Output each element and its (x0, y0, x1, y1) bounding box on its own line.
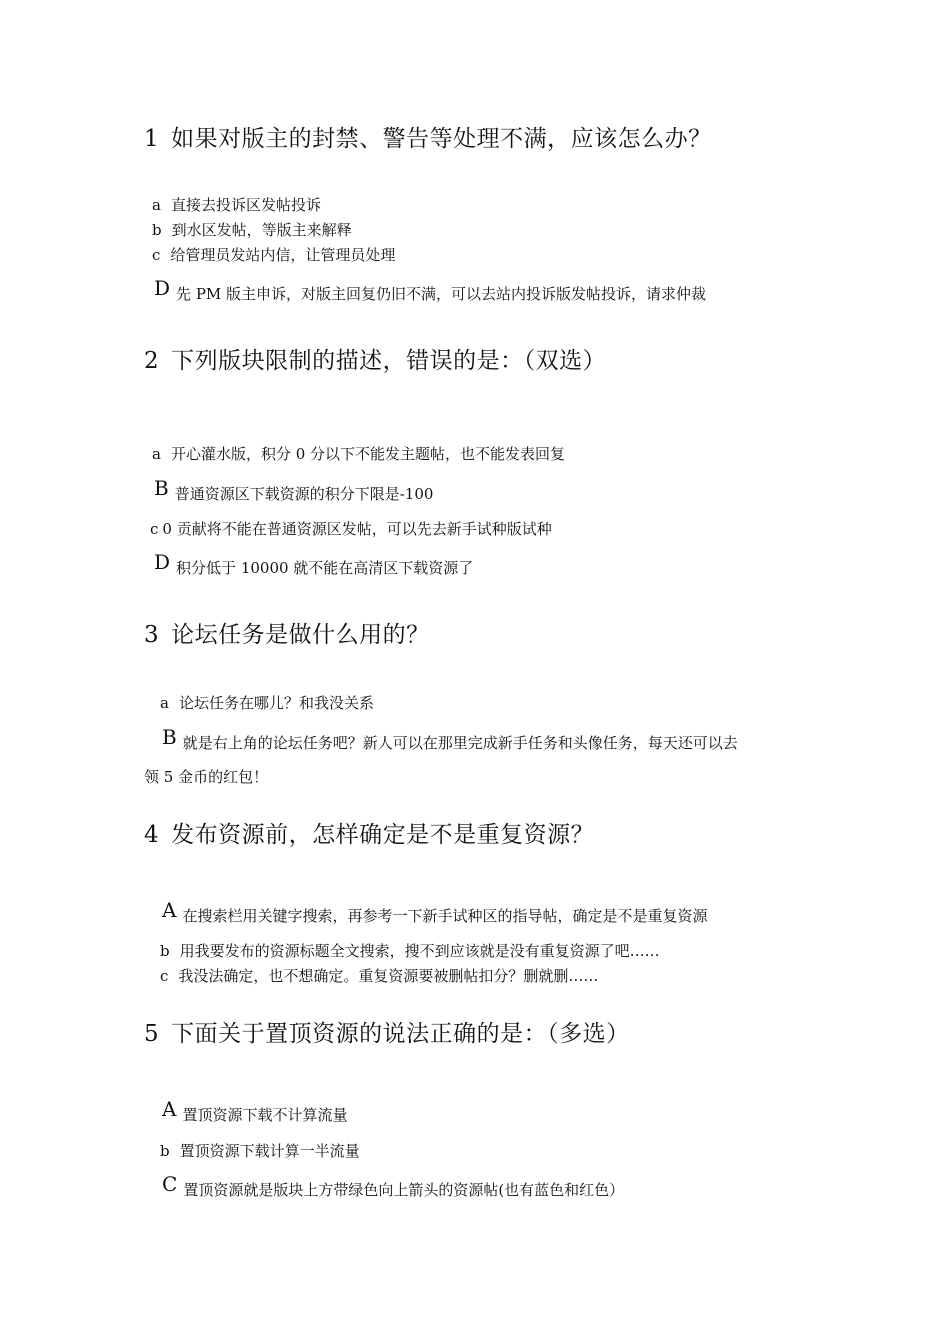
question-5-option-c: C 置顶资源就是版块上方带绿色向上箭头的资源帖(也有蓝色和红色） (162, 1172, 625, 1199)
question-3-title: 3 论坛任务是做什么用的？ (144, 622, 430, 648)
question-2-title: 2 下列版块限制的描述，错误的是：（双选） (144, 348, 607, 374)
question-4-option-b: b 用我要发布的资源标题全文搜索，搜不到应该就是没有重复资源了吧…… (160, 942, 660, 960)
question-5-option-b: b 置顶资源下载计算一半流量 (160, 1142, 360, 1160)
question-3-option-b-continued: 领 5 金币的红包！ (144, 768, 269, 786)
question-1-option-a: a 直接去投诉区发帖投诉 (152, 196, 321, 214)
question-2-option-c: c 0 贡献将不能在普通资源区发帖，可以先去新手试种版试种 (150, 520, 552, 538)
question-1-title: 1 如果对版主的封禁、警告等处理不满，应该怎么办？ (144, 126, 712, 152)
question-4-option-a: A 在搜索栏用关键字搜索，再参考一下新手试种区的指导帖，确定是不是重复资源 (162, 898, 708, 925)
question-1-option-c: c 给管理员发站内信，让管理员处理 (152, 246, 396, 264)
question-5-option-a: A 置顶资源下载不计算流量 (162, 1097, 348, 1124)
question-4-title: 4 发布资源前，怎样确定是不是重复资源？ (144, 822, 595, 848)
question-2-option-d: D 积分低于 10000 就不能在高清区下载资源了 (154, 550, 474, 577)
question-4-option-c: c 我没法确定，也不想确定。重复资源要被删帖扣分？删就删…… (160, 967, 599, 985)
question-2-option-a: a 开心灌水版，积分 0 分以下不能发主题帖，也不能发表回复 (152, 445, 566, 463)
question-3-option-b: B 就是右上角的论坛任务吧？新人可以在那里完成新手任务和头像任务，每天还可以去 (162, 725, 738, 752)
question-1-option-d: D 先 PM 版主申诉，对版主回复仍旧不满，可以去站内投诉版发帖投诉，请求仲裁 (154, 276, 707, 303)
question-2-option-b: B 普通资源区下载资源的积分下限是-100 (154, 476, 434, 503)
question-3-option-a: a 论坛任务在哪儿？和我没关系 (160, 694, 374, 712)
question-5-title: 5 下面关于置顶资源的说法正确的是：（多选） (144, 1021, 630, 1047)
question-1-option-b: b 到水区发帖，等版主来解释 (152, 221, 352, 239)
